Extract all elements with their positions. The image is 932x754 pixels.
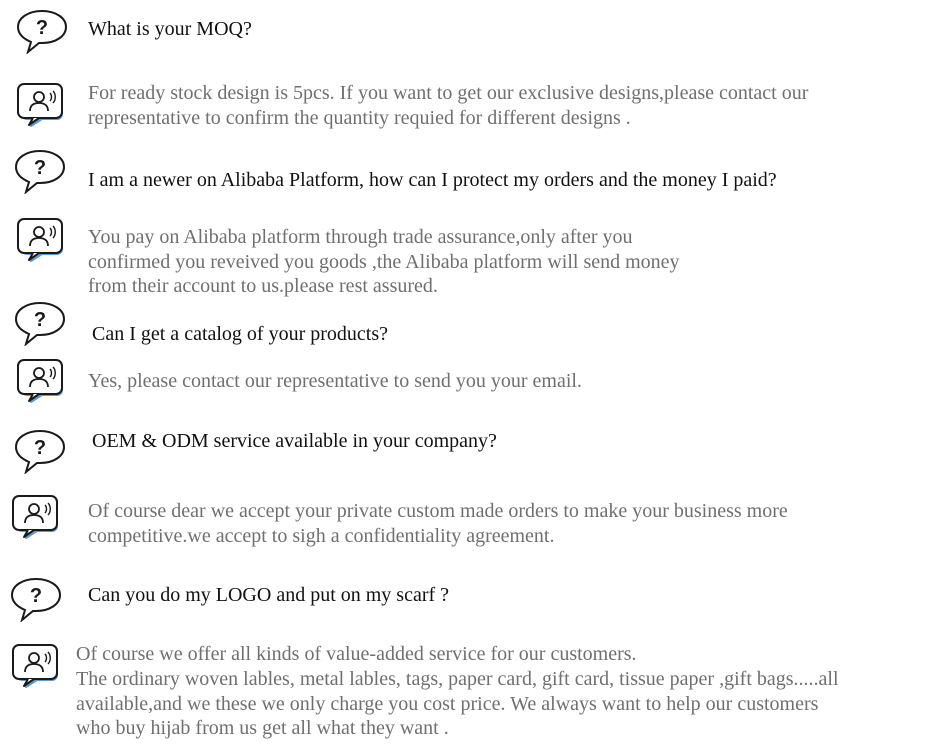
faq-answer-1-line-2: representative to confirm the quantity requied for different designs . <box>88 107 631 129</box>
question-bubble-icon <box>9 576 63 622</box>
faq-answer-5-line-3: available,and we these we only charge you cost price. We always want to help our customers <box>76 693 819 715</box>
faq-answer-1-line-1: For ready stock design is 5pcs. If you want to get our exclusive designs,please contact our <box>88 82 809 104</box>
faq-answer-4-line-1: Of course dear we accept your private custom made orders to make your business more <box>88 500 788 522</box>
question-bubble-icon <box>13 428 67 474</box>
customer-service-bubble-icon <box>17 358 67 404</box>
customer-service-bubble-icon <box>12 494 62 540</box>
customer-service-bubble-icon <box>12 643 62 689</box>
faq-question-4: OEM & ODM service available in your company? <box>92 430 497 452</box>
faq-answer-3-line-1: Yes, please contact our representative to send you your email. <box>88 370 582 392</box>
faq-answer-2-line-1: You pay on Alibaba platform through trade assurance,only after you <box>88 226 633 248</box>
question-bubble-icon <box>13 148 67 194</box>
faq-answer-5-line-4: who buy hijab from us get all what they want . <box>76 717 449 739</box>
question-bubble-icon <box>15 8 69 54</box>
faq-answer-2-line-2: confirmed you reveived you goods ,the Alibaba platform will send money <box>88 251 680 273</box>
question-bubble-icon <box>13 300 67 346</box>
faq-question-3: Can I get a catalog of your products? <box>92 323 389 345</box>
customer-service-bubble-icon <box>17 217 67 263</box>
faq-answer-5-line-2: The ordinary woven lables, metal lables, tags, paper card, gift card, tissue paper ,gift bags.....all <box>76 668 839 690</box>
faq-answer-2-line-3: from their account to us.please rest assured. <box>88 275 438 297</box>
faq-question-1: What is your MOQ? <box>88 18 252 40</box>
faq-question-2: I am a newer on Alibaba Platform, how can I protect my orders and the money I paid? <box>88 169 777 191</box>
faq-answer-5-line-1: Of course we offer all kinds of value-added service for our customers. <box>76 643 637 665</box>
faq-answer-4-line-2: competitive.we accept to sigh a confidentiality agreement. <box>88 525 555 547</box>
faq-question-5: Can you do my LOGO and put on my scarf ? <box>88 584 450 606</box>
customer-service-bubble-icon <box>17 82 67 128</box>
